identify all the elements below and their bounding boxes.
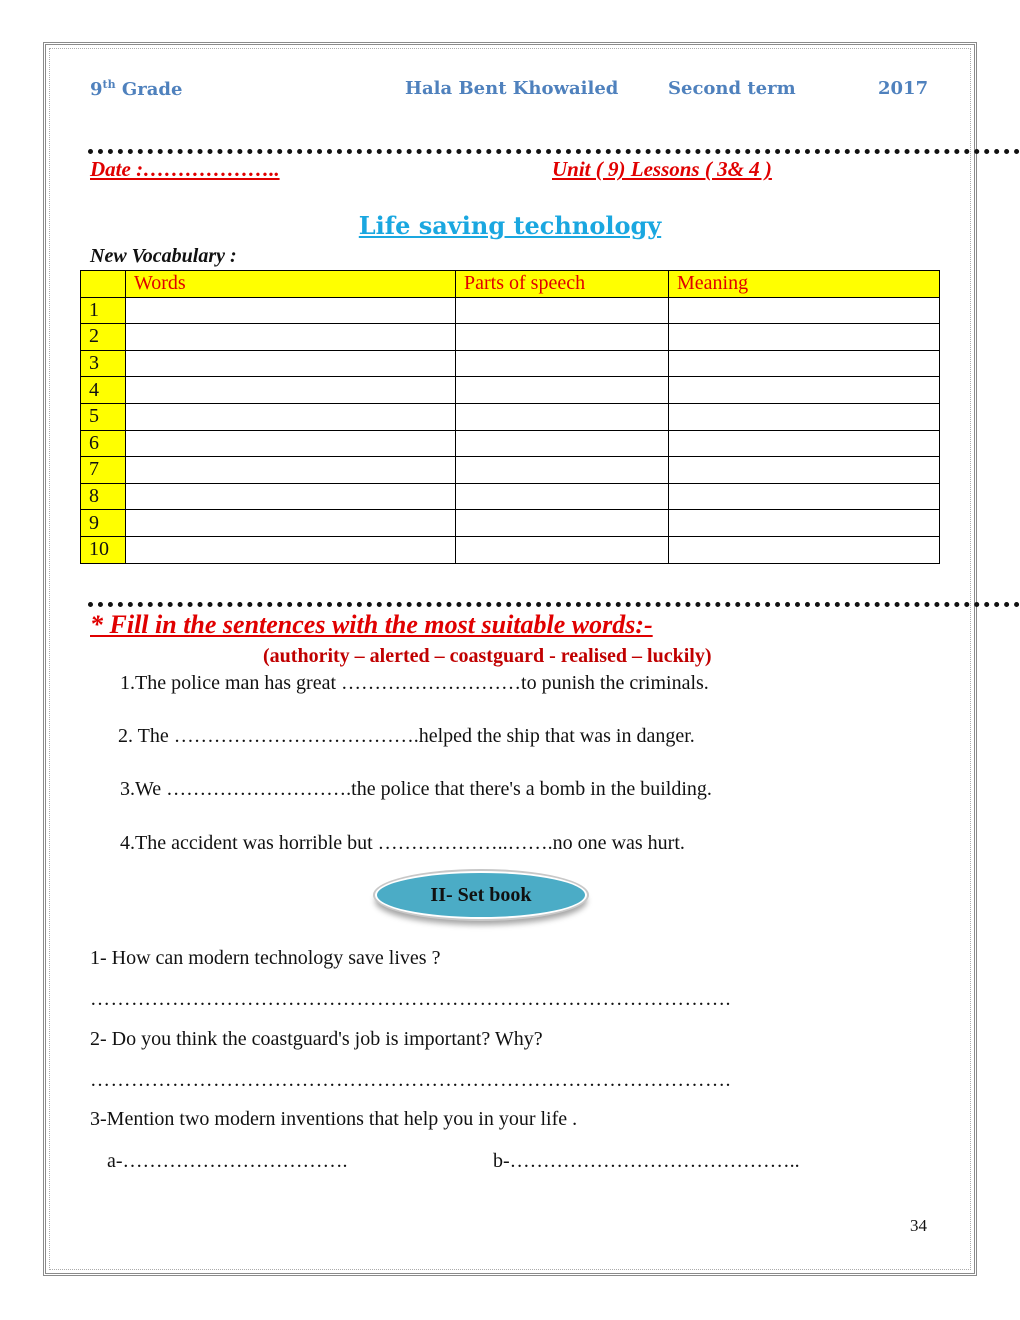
header-number-cell — [81, 271, 126, 298]
row-number: 8 — [81, 483, 126, 510]
row-number: 10 — [81, 536, 126, 563]
word-bank: (authority – alerted – coastguard - realised – luckily) — [263, 645, 712, 667]
row-number: 9 — [81, 510, 126, 537]
date-field: Date :……………….. — [90, 157, 280, 181]
page-title: Life saving technology — [358, 211, 662, 240]
part-of-speech-cell[interactable] — [456, 457, 669, 484]
table-row — [81, 430, 940, 457]
term-label: Second term — [668, 78, 796, 99]
part-of-speech-cell[interactable] — [456, 510, 669, 537]
word-cell[interactable] — [126, 403, 456, 430]
fill-sentence-2: 2. The ……………………………….helped the ship that was in danger. — [118, 725, 695, 747]
new-vocabulary-label: New Vocabulary : — [90, 245, 237, 267]
row-number: 6 — [81, 430, 126, 457]
part-of-speech-cell[interactable] — [456, 536, 669, 563]
question-1: 1- How can modern technology save lives ? — [90, 947, 441, 969]
row-number: 3 — [81, 350, 126, 377]
word-cell[interactable] — [126, 377, 456, 404]
word-cell[interactable] — [126, 324, 456, 351]
table-row — [81, 510, 940, 537]
school-name: Hala Bent Khowailed — [405, 78, 619, 99]
answer-3b[interactable]: b-…………………………………….. — [493, 1150, 800, 1172]
vocabulary-table — [80, 270, 940, 564]
part-of-speech-cell[interactable] — [456, 297, 669, 324]
fill-sentence-3: 3.We ……………………….the police that there's a bomb in the building. — [120, 778, 712, 800]
page-number: 34 — [910, 1216, 927, 1235]
row-number: 7 — [81, 457, 126, 484]
row-number: 4 — [81, 377, 126, 404]
word-cell[interactable] — [126, 536, 456, 563]
word-cell[interactable] — [126, 457, 456, 484]
table-row — [81, 350, 940, 377]
part-of-speech-cell[interactable] — [456, 324, 669, 351]
table-row — [81, 403, 940, 430]
question-2: 2- Do you think the coastguard's job is important? Why? — [90, 1028, 543, 1050]
part-of-speech-cell[interactable] — [456, 377, 669, 404]
word-cell[interactable] — [126, 430, 456, 457]
unit-lessons-label: Unit ( 9) Lessons ( 3& 4 ) — [552, 157, 772, 181]
meaning-cell[interactable] — [669, 430, 940, 457]
word-cell[interactable] — [126, 510, 456, 537]
answer-line-1[interactable]: …………………………………………………………………………………. — [90, 988, 731, 1010]
row-number: 5 — [81, 403, 126, 430]
row-number: 2 — [81, 324, 126, 351]
word-cell[interactable] — [126, 297, 456, 324]
meaning-cell[interactable] — [669, 536, 940, 563]
fill-sentence-4: 4.The accident was horrible but ………………..…….no one was hurt. — [120, 832, 685, 854]
meaning-cell[interactable] — [669, 324, 940, 351]
word-cell[interactable] — [126, 350, 456, 377]
table-row — [81, 483, 940, 510]
meaning-cell[interactable] — [669, 457, 940, 484]
fill-in-heading: * Fill in the sentences with the most suitable words:- — [90, 610, 653, 639]
grade-label: 9th Grade — [90, 78, 183, 100]
part-of-speech-cell[interactable] — [456, 483, 669, 510]
table-row — [81, 297, 940, 324]
header-meaning: Meaning — [669, 271, 940, 298]
meaning-cell[interactable] — [669, 510, 940, 537]
question-3: 3-Mention two modern inventions that help you in your life . — [90, 1108, 578, 1130]
table-header-row — [81, 271, 940, 298]
header-words: Words — [126, 271, 456, 298]
table-row — [81, 377, 940, 404]
word-cell[interactable] — [126, 483, 456, 510]
header-parts-of-speech: Parts of speech — [456, 271, 669, 298]
meaning-cell[interactable] — [669, 483, 940, 510]
row-number: 1 — [81, 297, 126, 324]
table-row — [81, 324, 940, 351]
table-row — [81, 536, 940, 563]
set-book-banner: II- Set book — [375, 871, 587, 919]
part-of-speech-cell[interactable] — [456, 350, 669, 377]
year-label: 2017 — [878, 78, 929, 99]
answer-line-2[interactable]: …………………………………………………………………………………. — [90, 1069, 731, 1091]
dotted-divider-middle — [88, 602, 1020, 607]
fill-sentence-1: 1.The police man has great ………………………to punish the criminals. — [120, 672, 709, 694]
meaning-cell[interactable] — [669, 350, 940, 377]
meaning-cell[interactable] — [669, 403, 940, 430]
dotted-divider-top — [88, 149, 1020, 154]
table-row — [81, 457, 940, 484]
meaning-cell[interactable] — [669, 377, 940, 404]
part-of-speech-cell[interactable] — [456, 403, 669, 430]
part-of-speech-cell[interactable] — [456, 430, 669, 457]
answer-3a[interactable]: a-……………………………. — [107, 1150, 348, 1172]
meaning-cell[interactable] — [669, 297, 940, 324]
